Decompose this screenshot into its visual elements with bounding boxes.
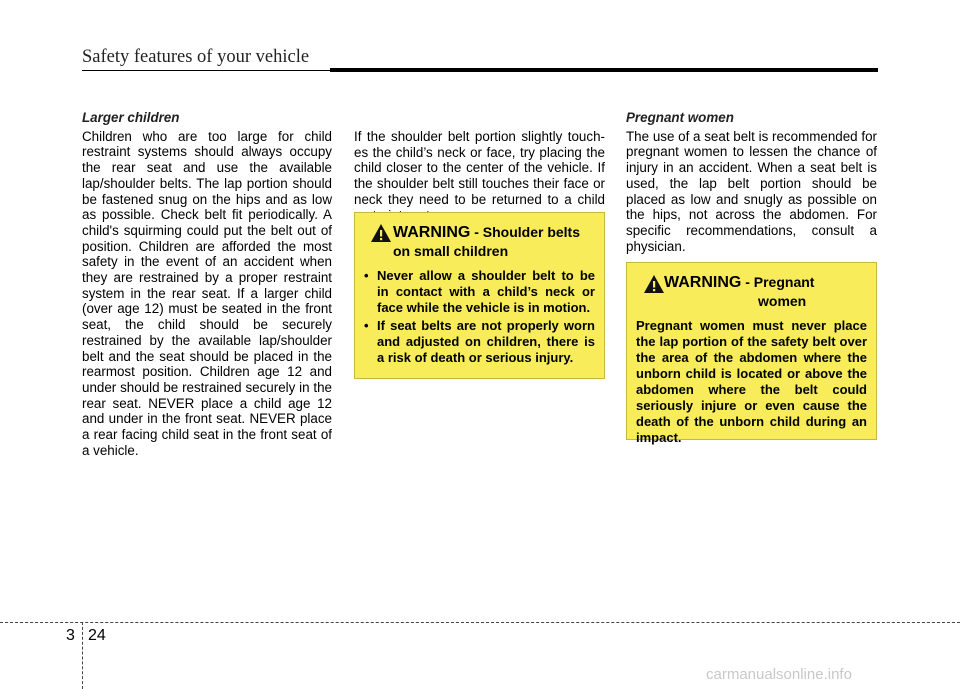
chapter-number: 3 xyxy=(66,627,75,644)
warning-title: - Shoulder belts xyxy=(470,224,581,240)
warning-body-text: Pregnant women must never place the lap portion of the safety belt over the area of the abdomen where the unborn child is located or above the abdomen where the belt could seriously injure or even cause the death of the unborn child during an impact. xyxy=(636,318,867,445)
warning-bullet: • Never allow a shoulder belt to be in contact with a child’s neck or face while the vehicle is in motion. xyxy=(364,268,595,316)
larger-children-text: Children who are too large for child restraint systems should always occupy the rear seat and use the available lap/shoulder belts. The lap portion should be fastened snug on the hips and as low as possible. Check belt fit periodically. A child's squirming could put the belt out of position. Children are afforded the most safety in the event of an accident when they are restrained by a proper restraint system in the rear seat. If a larger child (over age 12) must be seated in the front seat, the child should be securely restrained by the available lap/shoulder belt and the seat should be placed in the rearmost position. Children age 12 and under should be restrained securely in the rear seat. NEVER place a child age 12 and under in the front seat. NEVER place a rear facing child seat in the front seat of a vehicle. xyxy=(82,128,332,458)
right-column xyxy=(626,110,877,254)
warning-bullet: • If seat belts are not properly worn and adjusted on children, there is a risk of death or serious injury. xyxy=(364,318,595,366)
pregnant-women-heading: Pregnant women xyxy=(626,110,734,125)
warning-title-cont: on small children xyxy=(393,243,509,259)
warning-triangle-icon xyxy=(643,274,665,299)
warning-title-cont: women xyxy=(758,293,807,309)
page-header-title: Safety features of your vehicle xyxy=(82,47,310,67)
warning-pregnant-women-box xyxy=(626,262,877,445)
warning-shoulder-belts-box xyxy=(354,212,605,379)
warning-heading xyxy=(636,273,867,310)
pregnant-women-text: The use of a seat belt is recommended for pregnant women to lessen the chance of injury in an accident. When a seat belt is used, the lap belt portion should be placed as low and snugly as possible on the hips, not across the abdomen. For specific recommendations, consult a physician. xyxy=(626,128,877,254)
page-number: 24 xyxy=(88,627,106,644)
warning-bullet-list xyxy=(364,268,595,366)
middle-column xyxy=(354,129,605,223)
warning-title: - Pregnant xyxy=(741,274,815,290)
header-rule-bar xyxy=(330,68,878,72)
warning-label: WARNING xyxy=(393,224,471,241)
footer-divider xyxy=(82,622,83,689)
left-column xyxy=(82,110,332,458)
warning-triangle-icon xyxy=(370,223,392,248)
footer-rule xyxy=(0,622,960,623)
warning-heading xyxy=(364,223,595,260)
watermark: carmanualsonline.info xyxy=(706,666,852,683)
shoulder-belt-text: If the shoulder belt portion slightly touch-es the child’s neck or face, try placing the child closer to the center of the vehicle. If the shoulder belt still touches their face or neck they need to be returned to a child xyxy=(354,129,605,207)
larger-children-heading: Larger children xyxy=(82,110,180,125)
warning-label: WARNING xyxy=(664,274,742,291)
